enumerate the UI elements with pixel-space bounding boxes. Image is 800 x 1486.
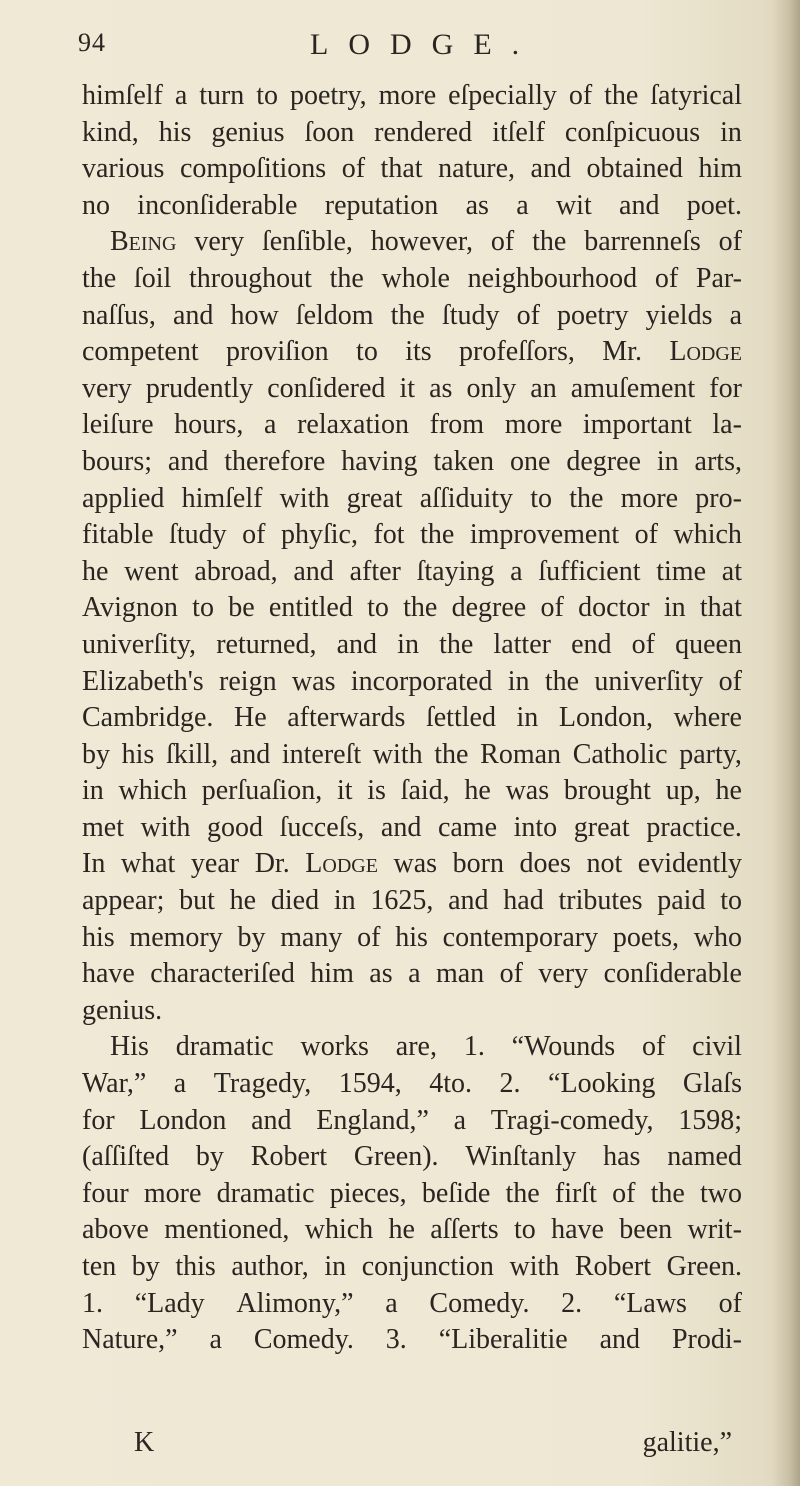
text-line: Elizabeth's reign was incorporated in the univerſity of bbox=[82, 665, 742, 697]
text-line: his memory by many of his contemporary poets, who bbox=[82, 921, 742, 953]
text-line: applied himſelf with great aſſiduity to the more pro- bbox=[82, 482, 742, 514]
text-line: leiſure hours, a relaxation from more important la- bbox=[82, 409, 742, 441]
text-line: War,” a Tragedy, 1594, 4to. 2. “Looking Glaſs bbox=[82, 1068, 742, 1100]
text-line: univerſity, returned, and in the latter end of queen bbox=[82, 628, 742, 660]
text-line: for London and England,” a Tragi-comedy, 1598; bbox=[82, 1104, 742, 1136]
text-line: His dramatic works are, 1. “Wounds of civil bbox=[110, 1031, 742, 1063]
running-head: LODGE. bbox=[310, 28, 540, 61]
text-line: in which perſuaſion, it is ſaid, he was brought up, he bbox=[82, 775, 742, 807]
text-line: 1. “Lady Alimony,” a Comedy. 2. “Laws of bbox=[82, 1287, 742, 1319]
text-line: have characteriſed him as a man of very conſiderable bbox=[82, 958, 742, 990]
text-line: fitable ſtudy of phyſic, fot the improvement of which bbox=[82, 519, 742, 551]
body-text bbox=[82, 78, 742, 1359]
text-line: appear; but he died in 1625, and had tributes paid to bbox=[82, 885, 742, 917]
text-line: genius. bbox=[82, 994, 163, 1026]
page-footer bbox=[82, 1425, 742, 1465]
text-line: very prudently conſidered it as only an amuſement for bbox=[82, 372, 742, 404]
text-line: Cambridge. He afterwards ſettled in London, where bbox=[82, 702, 742, 734]
text-line: competent proviſion to its profeſſors, Mr. Lodge bbox=[82, 336, 742, 368]
text-line: met with good ſucceſs, and came into great practice. bbox=[82, 811, 742, 843]
text-line: Nature,” a Comedy. 3. “Liberalitie and Prodi- bbox=[82, 1324, 742, 1356]
text-line: no inconſiderable reputation as a wit and poet. bbox=[82, 189, 742, 221]
signature-mark: K bbox=[134, 1427, 155, 1458]
text-line: ten by this author, in conjunction with Robert Green. bbox=[82, 1251, 742, 1282]
text-line: the ſoil throughout the whole neighbourhood of Par- bbox=[82, 262, 742, 294]
text-line: by his ſkill, and intereſt with the Roman Catholic party, bbox=[82, 738, 742, 770]
text-line: above mentioned, which he aſſerts to have been writ- bbox=[82, 1214, 742, 1246]
text-line: Being very ſenſible, however, of the barrenneſs of bbox=[110, 226, 742, 258]
text-line: he went abroad, and after ſtaying a ſufficient time at bbox=[82, 555, 742, 587]
text-line: bours; and therefore having taken one degree in arts, bbox=[82, 445, 742, 477]
text-line: himſelf a turn to poetry, more eſpecially of the ſatyrical bbox=[82, 80, 742, 111]
text-line: four more dramatic pieces, beſide the firſt of the two bbox=[82, 1177, 742, 1209]
text-line: In what year Dr. Lodge was born does not evidently bbox=[82, 848, 742, 880]
text-line: Avignon to be entitled to the degree of doctor in that bbox=[82, 592, 742, 624]
text-line: kind, his genius ſoon rendered itſelf conſpicuous in bbox=[82, 116, 742, 148]
text-line: various compoſitions of that nature, and obtained him bbox=[82, 153, 742, 185]
text-line: naſſus, and how ſeldom the ſtudy of poetry yields a bbox=[82, 299, 742, 331]
page-number: 94 bbox=[78, 28, 106, 57]
page-edge-shadow bbox=[772, 0, 800, 1486]
text-line: (aſſiſted by Robert Green). Winſtanly has named bbox=[82, 1141, 742, 1173]
catchword: galitie,” bbox=[642, 1427, 732, 1458]
